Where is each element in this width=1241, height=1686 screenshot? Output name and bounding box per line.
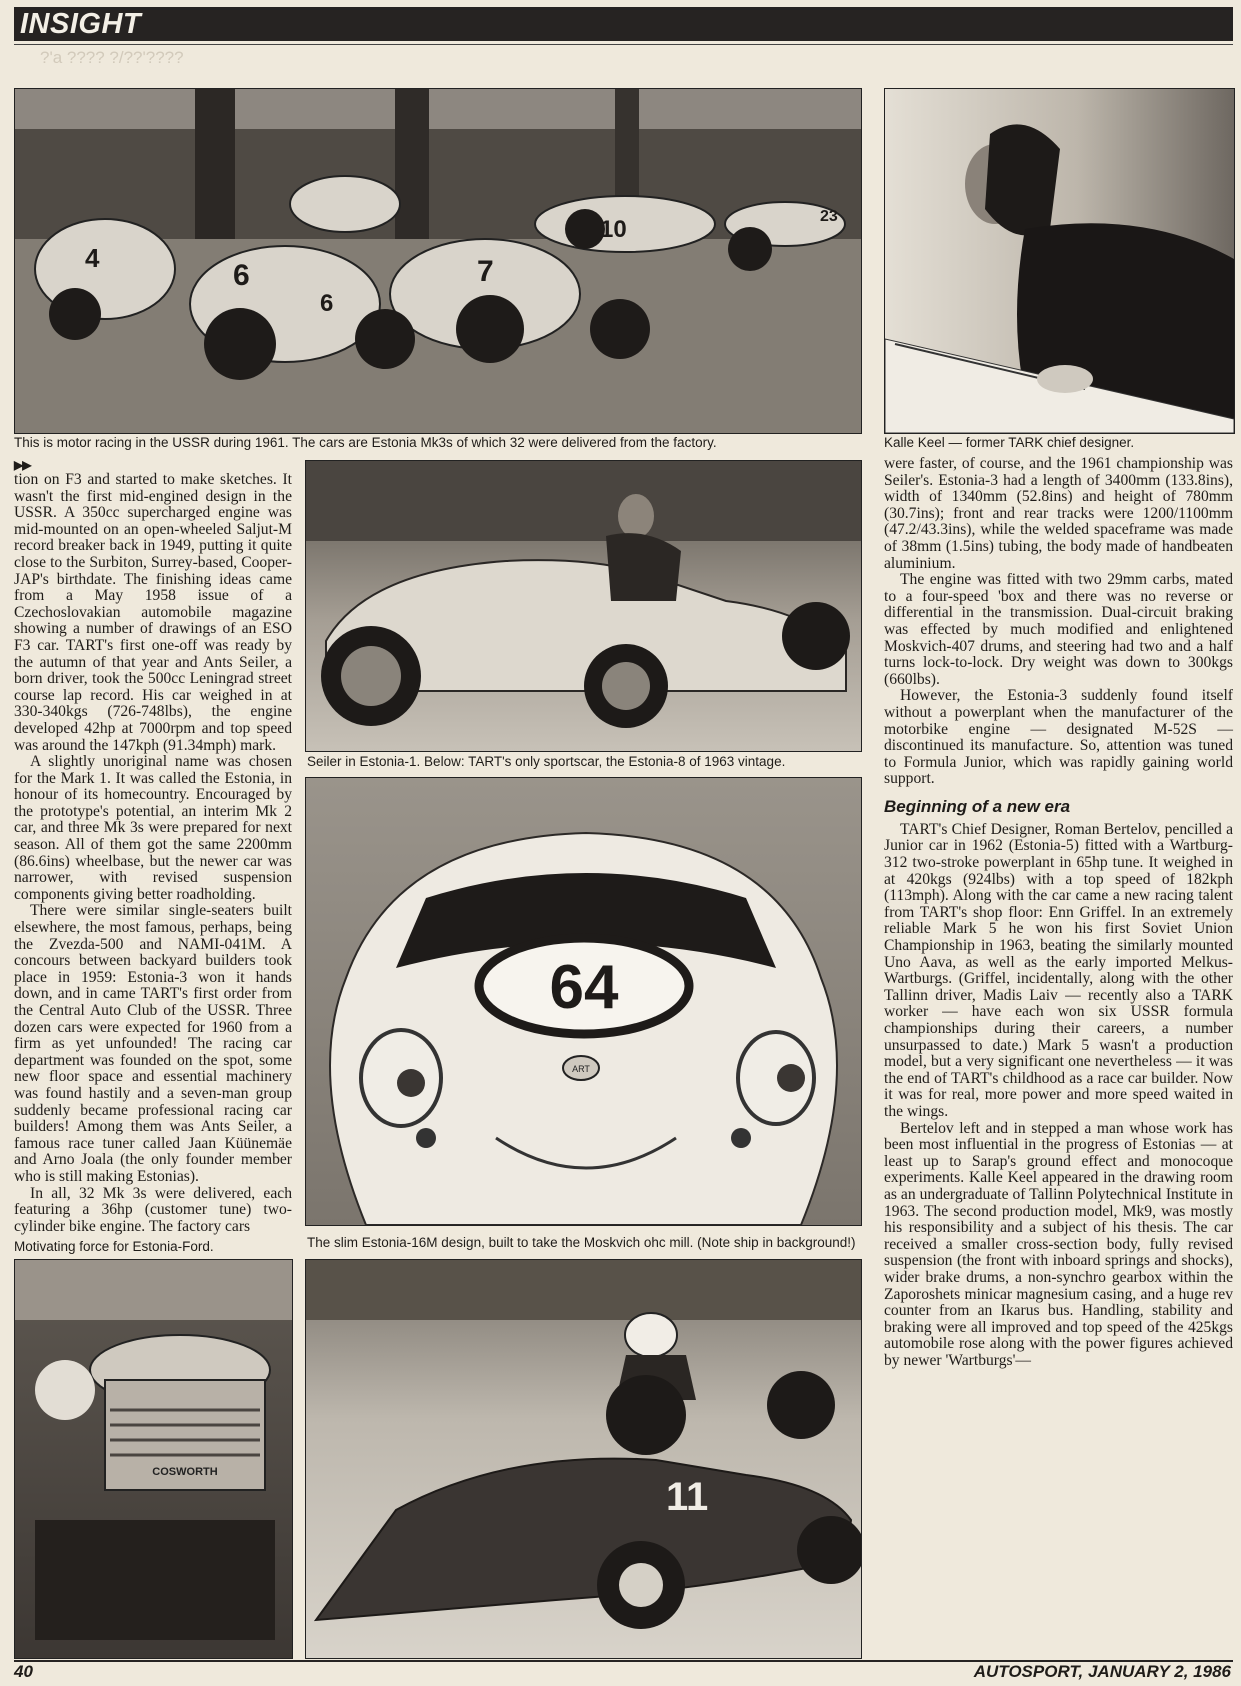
- left-text-column: [14, 458, 292, 1235]
- article-paragraph: A slightly unoriginal name was chosen for the Mark 1. It was called the Estonia, in honour of its homecountry. Encouraged by the prototype's potential, an interim Mk 2 car, and three Mk 3s were prepared for next season. All of them got the same 2200mm (86.6ins) wheelbase, but the newer car was narrower, with revised suspension components giving better roadholding.: [14, 753, 292, 903]
- formula-junior-number: 11: [666, 1475, 709, 1519]
- article-paragraph: In all, 32 Mk 3s were delivered, each featuring a 36hp (customer tune) two-cylinder bike engine. The factory cars: [14, 1184, 292, 1235]
- bleed-through-text: ?'a ???? ?/??'????: [40, 48, 184, 67]
- car-number-label: 4: [85, 243, 100, 273]
- portrait-caption: Kalle Keel — former TARK chief designer.: [884, 435, 1135, 450]
- engine-photo-cosworth: [14, 1259, 293, 1659]
- section-header-bar: [14, 7, 1233, 41]
- formula-junior-photo: [305, 1259, 862, 1659]
- main-photo-racing-cars: [14, 88, 862, 434]
- article-paragraph: However, the Estonia-3 suddenly found itself without a powerplant when the manufacturer of the motorbike engine — designated M-52S — discontinued its manufacture. So, attention was tuned to Formula Junior, which was rapidly gaining world support.: [884, 687, 1233, 788]
- article-paragraph: were faster, of course, and the 1961 championship was Seiler's. Estonia-3 had a length of 3400mm (133.8ins), width of 1340mm (52.8ins) and height of 780mm (30.7ins); front and rear tracks were 1200/1100mm (47.2/43.3ins), while the welded spaceframe was made of 38mm (1.5ins) tubing, the body made of handbeaten aluminium.: [884, 455, 1233, 572]
- continuation-marker: ▶▶: [14, 458, 31, 472]
- article-paragraph: TART's Chief Designer, Roman Bertelov, pencilled a Junior car in 1962 (Estonia-5) fitted with a Wartburg-312 two-stroke powerplant in 65hp tune. It weighed in at 420kgs (924lbs) with a top speed of 182kph (113mph). Along with the car came a new racing talent from TART's shop floor: Enn Griffel. In an extremely reliable Mark 5 he won his first Soviet Union Championship in 1963, beating the similarly mounted Uno Aava, as well as the early imported Melkus-Wartburgs. (Griffel, incidentally, along with the other Tallinn driver, Madis Laiv — recently also a TARK worker — have each won six USSR formula championships during their careers, a number unsurpassed to date.) Mark 5 wasn't a production model, but a very significant one nevertheless — it was the end of TART's childhood as a race car builder. Now it was for real, more power and more speed waited in the wings.: [884, 820, 1233, 1120]
- estonia16m-caption: The slim Estonia-16M design, built to take the Moskvich ohc mill. (Note ship in background!): [307, 1235, 856, 1250]
- main-photo-caption: This is motor racing in the USSR during 1961. The cars are Estonia Mk3s of which 32 were delivered from the factory.: [14, 435, 717, 450]
- sportscar-badge: ART: [572, 1064, 590, 1074]
- article-paragraph: tion on F3 and started to make sketches. It wasn't the first mid-engined design in the USSR. A 350cc supercharged engine was mid-mounted on an open-wheeled Saljut-M record breaker back in 1949, putting it quite close to the Surbiton, Surrey-based, Cooper-JAP's birthdate. The finishing ideas came from a May 1958 issue of a Czechoslovakian automobile magazine showing a number of drawings of an ESO F3 car. TART's first one-off was ready by the autumn of that year and Ants Seiler, a born driver, took the 500cc Leningrad street course lap record. His car weighed in at 330-340kgs (726-748lbs), the engine developed 42hp at 7000rpm and top speed was around the 147kph (91.34mph) mark.: [14, 471, 292, 754]
- right-text-column: [884, 456, 1233, 1369]
- sportscar-race-number: 64: [549, 953, 619, 1022]
- car-number-label: 7: [477, 255, 494, 288]
- car-number-label: 6: [233, 259, 250, 292]
- page-number: 40: [14, 1662, 33, 1681]
- seiler-estonia1-photo: [305, 460, 862, 752]
- car-number-label: 23: [820, 208, 838, 225]
- article-paragraph: Bertelov left and in stepped a man whose work has been most influential in the progress of Estonias — at least up to Sarap's ground effect and monocoque experiments. Kalle Keel appeared in the drawing room as an undergraduate of Tallinn Polytechnical Institute in 1963. The second production model, Mk9, was mostly his responsibility and a subject of his thesis. The car received a smaller cross-section body, fully revised suspension (the front with inboard springs and shocks), wider brake drums, a non-synchro gearbox within the Zaporoshets minicar magnesium casing, and a huge rev counter from an Ikarus bus. Handling, stability and braking were all improved and top speed of the 425kgs automobile rose along with the power figures achieved by newer 'Wartburgs'—: [884, 1119, 1233, 1369]
- engine-photo-caption: Motivating force for Estonia-Ford.: [14, 1239, 214, 1254]
- publication-date: AUTOSPORT, JANUARY 2, 1986: [973, 1662, 1231, 1681]
- header-divider: [14, 44, 1233, 45]
- estonia8-sportscar-photo: [305, 777, 862, 1226]
- car-number-label: 6: [320, 290, 334, 317]
- section-subheading: Beginning of a new era: [884, 796, 1071, 816]
- seiler-photo-caption: Seiler in Estonia-1. Below: TART's only sportscar, the Estonia-8 of 1963 vintage.: [307, 754, 786, 769]
- article-paragraph: The engine was fitted with two 29mm carbs, mated to a four-speed 'box and there was no reverse or differential in the transmission. Dual-circuit braking was effected by much modified and enlightened Moskvich-407 drums, and steering had two and a half turns lock-to-lock. Dry weight was down to 300kgs (660lbs).: [884, 571, 1233, 688]
- article-paragraph: There were similar single-seaters built elsewhere, the most famous, perhaps, being the Zvezda-500 and NAMI-041M. A concours between backyard builders took place in 1959: Estonia-3 won it hands down, and in came TART's first order from the Central Auto Club of the USSR. Three dozen cars were expected for 1960 from a firm as yet unfounded! The racing car department was founded on the spot, some new floor space and essential machinery was found hastily and a seven-man group suddenly became professional racing car builders! Among them was Ants Seiler, a famous race tuner called Jaan Küünemäe and Arno Joala (the only founder member who is still making Estonias).: [14, 902, 292, 1185]
- portrait-photo-kalle-keel: [884, 88, 1235, 434]
- section-title: INSIGHT: [20, 8, 142, 40]
- car-number-label: 10: [600, 216, 627, 243]
- engine-cover-label: COSWORTH: [152, 1466, 218, 1478]
